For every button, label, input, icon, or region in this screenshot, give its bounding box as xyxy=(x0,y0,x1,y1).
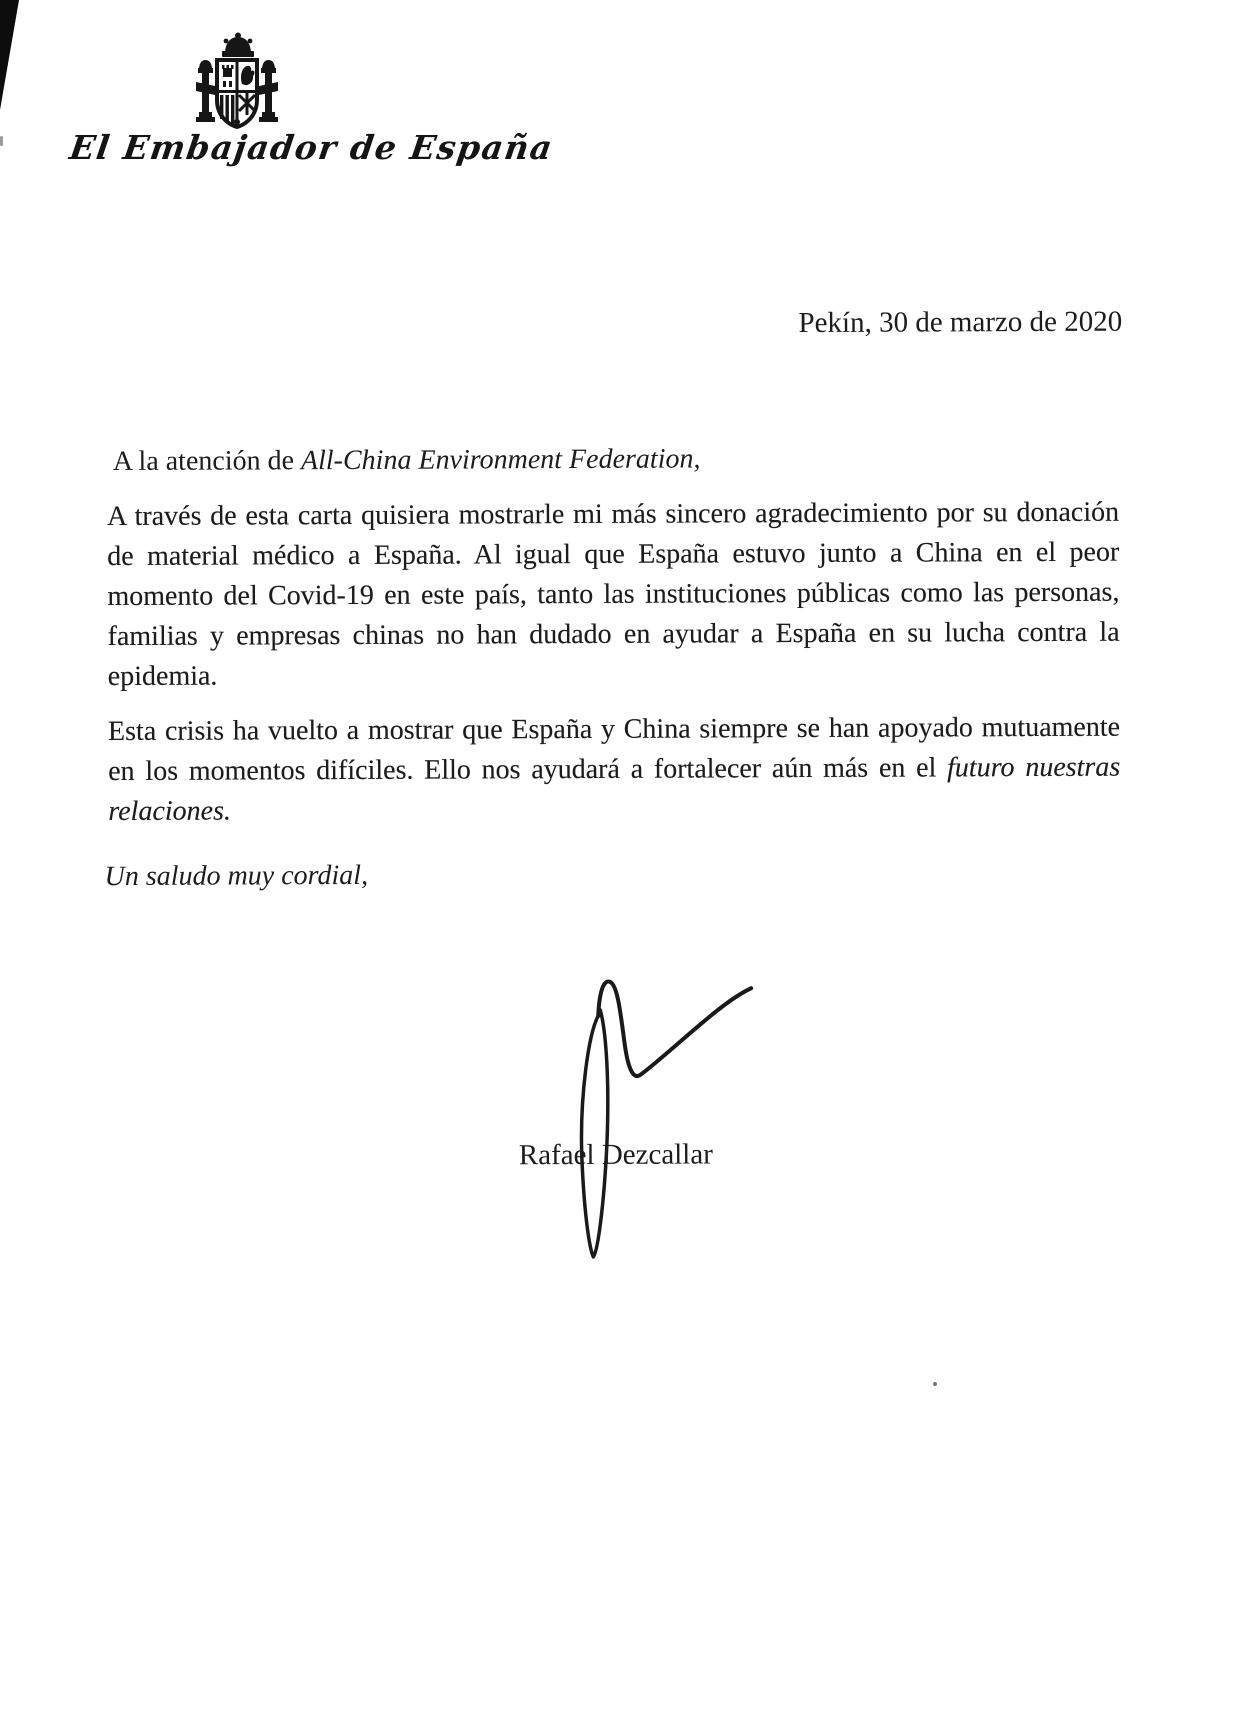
salutation-line xyxy=(113,443,701,478)
salutation-prefix: A la atención de xyxy=(112,445,302,478)
closing-salutation: Un saludo muy cordial, xyxy=(104,859,369,893)
paragraph-2-main: Esta crisis ha vuelto a mostrar que España y China siempre se han apoyado mutuamente en los momentos difíciles. Ello nos ayudará a fortalecer aún más en el xyxy=(107,711,1121,788)
paragraph-2 xyxy=(108,708,1121,832)
salutation-recipient: All-China Environment Federation, xyxy=(300,443,701,477)
dateline: Pekín, 30 de marzo de 2020 xyxy=(798,305,1123,340)
paragraph-2-emphasis: futuro nuestras relaciones. xyxy=(108,751,1121,828)
paragraph-1: A través de esta carta quisiera mostrarle mi más sincero agradecimiento por su donación de material médico a España. Al igual que España estuvo junto a China en el peor momento del Covid-19 en este país, tanto las instituciones públicas como las personas, familias y empresas chinas no han dudado en ayudar a España en su lucha contra la epidemia. xyxy=(107,496,1120,693)
signature-name: Rafael Dezcallar xyxy=(518,1138,713,1172)
letterhead-title: El Embajador de España xyxy=(67,128,556,167)
